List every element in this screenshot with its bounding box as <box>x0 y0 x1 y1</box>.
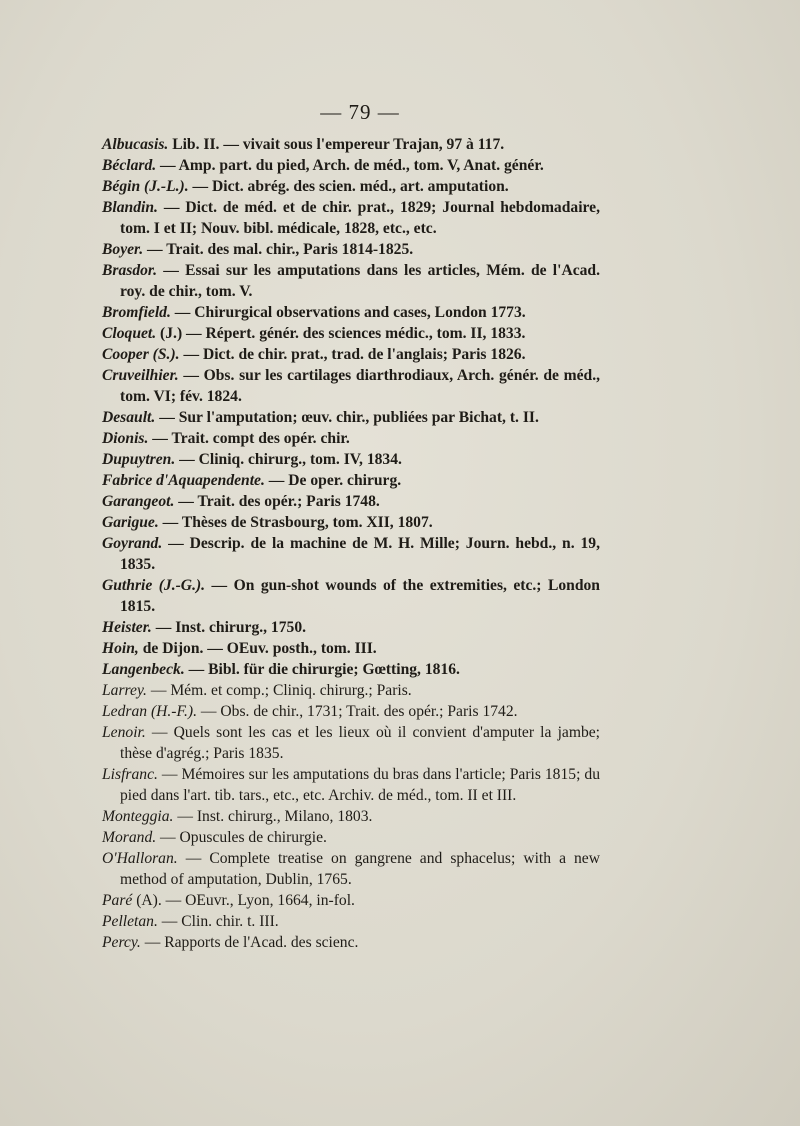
entry-text: — De oper. chirurg. <box>264 472 402 489</box>
entry-author: Larrey. <box>102 682 147 699</box>
entry-author: Lenoir. <box>102 724 146 741</box>
entry-text: — Opuscules de chirurgie. <box>156 829 327 846</box>
bibliography-entry <box>102 407 600 428</box>
bibliography-entry <box>102 659 600 680</box>
bibliography-entry <box>102 806 600 827</box>
entry-text: de Dijon. — OEuv. posth., tom. III. <box>138 640 377 657</box>
entry-author: Bégin (J.-L.). <box>102 178 189 195</box>
entry-text: — Dict. de méd. et de chir. prat., 1829; Journal hebdomadaire, tom. I et II; Nouv. bibl. médicale, 1828, etc., etc. <box>120 199 600 237</box>
bibliography-entry <box>102 827 600 848</box>
entry-author: Cloquet. <box>102 325 157 342</box>
bibliography-entry <box>102 890 600 911</box>
entry-author: Cooper (S.). <box>102 346 180 363</box>
entry-text: — Inst. chirurg., Milano, 1803. <box>173 808 373 825</box>
entry-author: Lisfranc. <box>102 766 158 783</box>
entry-author: Dupuytren. <box>102 451 176 468</box>
entry-author: Heister. <box>102 619 152 636</box>
entry-text: — Quels sont les cas et les lieux où il convient d'amputer la jambe; thèse d'agrég.; Paris 1835. <box>120 724 600 762</box>
entry-author: O'Halloran. <box>102 850 178 867</box>
entry-author: Blandin. <box>102 199 158 216</box>
bibliography-entry <box>102 449 600 470</box>
entry-author: Goyrand. <box>102 535 163 552</box>
entry-author: Brasdor. <box>102 262 158 279</box>
entry-text: — Mém. et comp.; Cliniq. chirurg.; Paris. <box>146 682 412 699</box>
bibliography-entry <box>102 176 600 197</box>
entry-text: — Rapports de l'Acad. des scienc. <box>140 934 359 951</box>
entry-text: Lib. II. — vivait sous l'empereur Trajan, 97 à 117. <box>168 136 505 153</box>
bibliography-entry <box>102 470 600 491</box>
entry-text: — Essai sur les amputations dans les articles, Mém. de l'Acad. roy. de chir., tom. V. <box>120 262 600 300</box>
entry-author: Cruveilhier. <box>102 367 179 384</box>
entry-text: — Trait. compt des opér. chir. <box>148 430 350 447</box>
entry-author: Garigue. <box>102 514 159 531</box>
entry-text: — Obs. de chir., 1731; Trait. des opér.; Paris 1742. <box>197 703 518 720</box>
entry-text: — Trait. des mal. chir., Paris 1814-1825. <box>143 241 414 258</box>
entry-text: — Cliniq. chirurg., tom. IV, 1834. <box>175 451 402 468</box>
bibliography-entry <box>102 533 600 575</box>
bibliography-entry <box>102 365 600 407</box>
entry-text: — On gun-shot wounds of the extremities, etc.; London 1815. <box>120 577 600 615</box>
bibliography-entry <box>102 680 600 701</box>
entry-text: (J.) — Répert. génér. des sciences médic., tom. II, 1833. <box>156 325 526 342</box>
entry-text: — Dict. de chir. prat., trad. de l'anglais; Paris 1826. <box>179 346 526 363</box>
entry-author: Hoin, <box>102 640 139 657</box>
bibliography-entry <box>102 239 600 260</box>
entry-author: Dionis. <box>102 430 149 447</box>
entry-author: Desault. <box>102 409 156 426</box>
entry-text: — Complete treatise on gangrene and sphacelus; with a new method of amputation, Dublin, 1765. <box>120 850 600 888</box>
bibliography-list <box>102 134 600 953</box>
entry-author: Langenbeck. <box>102 661 185 678</box>
entry-author: Garangeot. <box>102 493 175 510</box>
bibliography-entry <box>102 932 600 953</box>
entry-text: — Obs. sur les cartilages diarthrodiaux, Arch. génér. de méd., tom. VI; fév. 1824. <box>120 367 600 405</box>
bibliography-entry <box>102 764 600 806</box>
entry-author: Ledran (H.-F.). <box>102 703 198 720</box>
entry-author: Paré <box>102 892 133 909</box>
entry-text: (A). — OEuvr., Lyon, 1664, in-fol. <box>132 892 355 909</box>
bibliography-entry <box>102 512 600 533</box>
entry-text: — Amp. part. du pied, Arch. de méd., tom. V, Anat. génér. <box>156 157 544 174</box>
page-number: — 79 — <box>320 100 400 124</box>
bibliography-entry <box>102 155 600 176</box>
bibliography-entry <box>102 911 600 932</box>
entry-text: — Dict. abrég. des scien. méd., art. amputation. <box>188 178 509 195</box>
bibliography-entry <box>102 344 600 365</box>
entry-author: Albucasis. <box>102 136 169 153</box>
bibliography-entry <box>102 701 600 722</box>
bibliography-entry <box>102 638 600 659</box>
bibliography-entry <box>102 302 600 323</box>
entry-author: Guthrie (J.-G.). <box>102 577 206 594</box>
entry-text: — Descrip. de la machine de M. H. Mille; Journ. hebd., n. 19, 1835. <box>120 535 600 573</box>
bibliography-entry <box>102 197 600 239</box>
bibliography-entry <box>102 260 600 302</box>
bibliography-entry <box>102 722 600 764</box>
entry-author: Béclard. <box>102 157 157 174</box>
bibliography-entry <box>102 575 600 617</box>
entry-text: — Trait. des opér.; Paris 1748. <box>174 493 380 510</box>
bibliography-entry <box>102 428 600 449</box>
entry-author: Percy. <box>102 934 141 951</box>
entry-text: — Sur l'amputation; œuv. chir., publiées par Bichat, t. II. <box>155 409 539 426</box>
entry-author: Boyer. <box>102 241 144 258</box>
entry-author: Pelletan. <box>102 913 158 930</box>
entry-text: — Bibl. für die chirurgie; Gœtting, 1816. <box>184 661 460 678</box>
bibliography-entry <box>102 491 600 512</box>
entry-text: — Mémoires sur les amputations du bras dans l'article; Paris 1815; du pied dans l'art. tib. tars., etc., etc. Archiv. de méd., tom. II et III. <box>120 766 600 804</box>
bibliography-entry <box>102 323 600 344</box>
bibliography-entry <box>102 134 600 155</box>
entry-author: Bromfield. <box>102 304 171 321</box>
bibliography-entry <box>102 848 600 890</box>
entry-author: Monteggia. <box>102 808 174 825</box>
entry-text: — Chirurgical observations and cases, London 1773. <box>170 304 526 321</box>
entry-text: — Inst. chirurg., 1750. <box>151 619 307 636</box>
entry-text: — Clin. chir. t. III. <box>157 913 279 930</box>
bibliography-entry <box>102 617 600 638</box>
entry-author: Morand. <box>102 829 157 846</box>
entry-text: — Thèses de Strasbourg, tom. XII, 1807. <box>158 514 433 531</box>
entry-author: Fabrice d'Aquapendente. <box>102 472 265 489</box>
